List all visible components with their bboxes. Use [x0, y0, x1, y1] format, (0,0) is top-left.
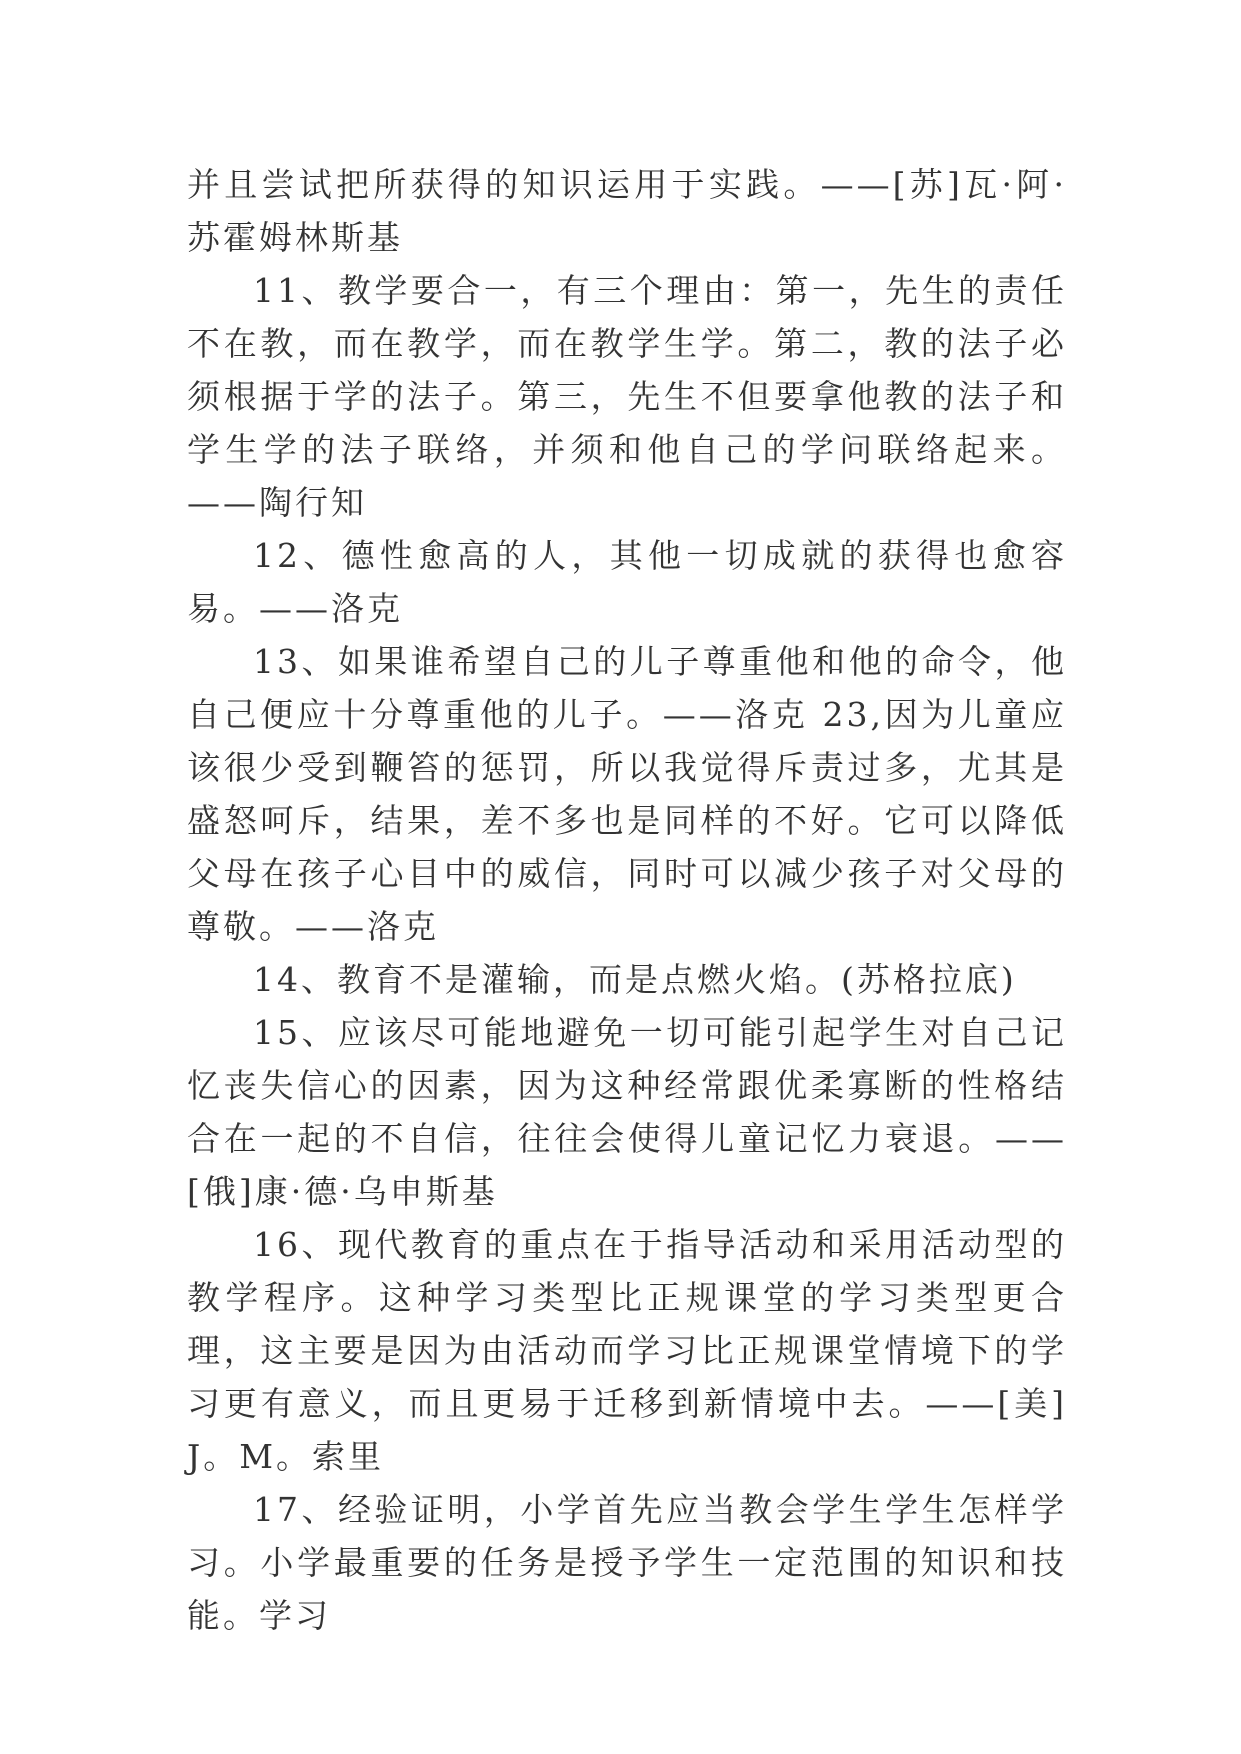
paragraph-quote-15: 15、应该尽可能地避免一切可能引起学生对自己记忆丧失信心的因素，因为这种经常跟优柔寡断的性格结合在一起的不自信，往往会使得儿童记忆力衰退。——[俄]康·德·乌申斯基 — [187, 1013, 1067, 1211]
paragraph-quote-17: 17、经验证明，小学首先应当教会学生学生怎样学习。小学最重要的任务是授予学生一定范围的知识和技能。学习 — [187, 1490, 1067, 1635]
paragraph-quote-11: 11、教学要合一，有三个理由：第一，先生的责任不在教，而在教学，而在教学生学。第二，教的法子必须根据于学的法子。第三，先生不但要拿他教的法子和学生学的法子联络，并须和他自己的学问联络起来。——陶行知 — [187, 271, 1067, 522]
paragraph-quote-14: 14、教育不是灌输，而是点燃火焰。(苏格拉底) — [253, 960, 1017, 999]
paragraph-continued: 并且尝试把所获得的知识运用于实践。——[苏]瓦·阿·苏霍姆林斯基 — [187, 165, 1067, 257]
document-body — [187, 158, 1067, 1642]
paragraph-quote-13: 13、如果谁希望自己的儿子尊重他和他的命令，他自己便应十分尊重他的儿子。——洛克 23,因为儿童应该很少受到鞭笞的惩罚，所以我觉得斥责过多，尤其是盛怒呵斥，结果，差不多也是同样的不好。它可以降低父母在孩子心目中的威信，同时可以减少孩子对父母的尊敬。——洛克 — [187, 642, 1067, 946]
paragraph-quote-16: 16、现代教育的重点在于指导活动和采用活动型的教学程序。这种学习类型比正规课堂的学习类型更合理，这主要是因为由活动而学习比正规课堂情境下的学习更有意义，而且更易于迁移到新情境中去。——[美]J。M。索里 — [187, 1225, 1067, 1476]
paragraph-quote-12: 12、德性愈高的人，其他一切成就的获得也愈容易。——洛克 — [187, 536, 1067, 628]
